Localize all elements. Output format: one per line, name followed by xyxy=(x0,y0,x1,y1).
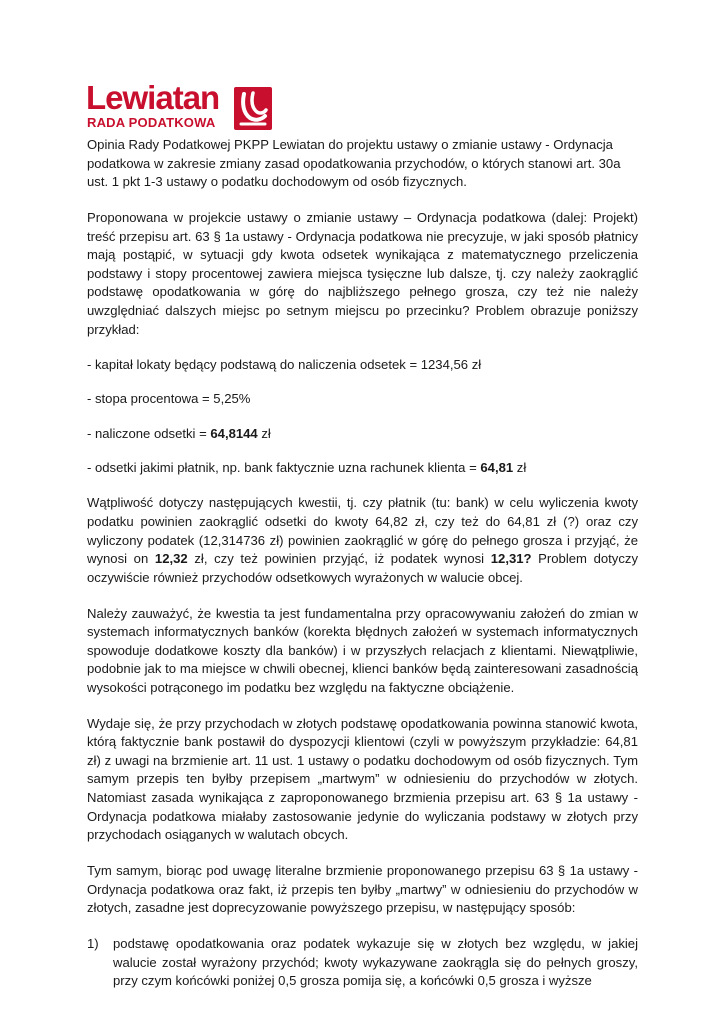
example-interest-label: - naliczone odsetki = xyxy=(87,425,211,441)
doubt-text-2: zł, czy też powinien przyjąć, iż podatek wynosi xyxy=(187,551,491,567)
intro-paragraph: Opinia Rady Podatkowej PKPP Lewiatan do projektu ustawy o zmianie ustawy - Ordynacja podatkowa w zakresie zmiany zasad opodatkowania przychodów, o których stanowi art. 30a ust. 1 pkt 1-3 ustawy o podatku dochodowym od osób fizycznych. xyxy=(87,137,621,190)
doubt-text-3: Problem dotyczy oczywiście również przychodów odsetkowych wyrażonych w walucie obcej. xyxy=(87,551,638,585)
example-interest xyxy=(87,425,638,444)
list-item-number: 1) xyxy=(87,936,99,951)
proposal-list xyxy=(87,935,638,991)
doubt-value-2: 12,31? xyxy=(490,551,532,567)
paragraph-proposal: Tym samym, biorąc pod uwagę literalne brzmienie proponowanego przepisu 63 § 1a ustawy - Ordynacja podatkowa oraz fakt, iż przepis ten byłby „martwy” w odniesieniu do przychodów w złotych, zasadne jest doprecyzowanie powyższego przepisu, w następujący sposób: xyxy=(87,863,638,916)
paragraph-pln-basis: Wydaje się, że przy przychodach w złotych podstawę opodatkowania powinna stanowić kwota, którą faktycznie bank postawił do dyspozycji klientowi (czyli w powyższym przykładzie: 64,81 zł) z uwagi na brzmienie art. 11 ust. 1 ustawy o podatku dochodowym od osób fizycznych. Tym samym przepis ten byłby przepisem „martwym” w odniesieniu do przychodów w złotych. Natomiast zasada wynikająca z zaproponowanego brzmienia przepisu art. 63 § 1a ustawy - Ordynacja podatkowa miałaby zastosowanie jedynie do wyliczania podstawy w złotych przy przychodach osiąganych w walutach obcych. xyxy=(87,715,638,843)
example-credited-label: - odsetki jakimi płatnik, np. bank faktycznie uzna rachunek klienta = xyxy=(87,459,481,475)
example-capital: - kapitał lokaty będący podstawą do naliczenia odsetek = 1234,56 zł xyxy=(87,357,482,373)
example-rate: - stopa procentowa = 5,25% xyxy=(87,391,251,407)
example-credited-unit: zł xyxy=(513,459,527,475)
lewiatan-emblem-icon xyxy=(234,87,272,130)
logo-wordmark: Lewiatan xyxy=(86,79,220,116)
example-credited xyxy=(87,459,638,478)
lewiatan-logo xyxy=(86,79,286,134)
paragraph-doubt xyxy=(87,494,638,587)
example-credited-value: 64,81 xyxy=(480,459,514,475)
doubt-value-1: 12,32 xyxy=(154,551,188,567)
logo-subtitle: RADA PODATKOWA xyxy=(87,115,216,130)
doubt-text-1: Wątpliwość dotyczy następujących kwestii, tj. czy płatnik (tu: bank) w celu wyliczenia kwoty podatku powinien zaokrąglić odsetki do kwoty 64,82 zł, czy też do 64,81 zł (?) oraz czy wyliczony podatek (12,314736 zł) powinien zaokrąglić w górę do pełnego grosza i przyjąć, że wynosi on xyxy=(87,495,638,567)
paragraph-problem: Proponowana w projekcie ustawy o zmianie ustawy – Ordynacja podatkowa (dalej: Projekt) treść przepisu art. 63 § 1a ustawy - Ordynacja podatkowa nie precyzuje, w jaki sposób płatnicy mają postąpić, w sytuacji gdy kwota odsetek wynikająca z matematycznego przeliczenia podstawy i stopy procentowej zawiera miejsca tysięczne lub dalsze, tj. czy należy zaokrąglić podstawę opodatkowania w górę do najbliższego pełnego grosza, czy też nie należy uwzględniać dalszych miejsc po setnym miejscu po przecinku? Problem obrazuje poniższy przykład: xyxy=(87,209,638,337)
document-body xyxy=(87,136,638,991)
list-item-text: podstawę opodatkowania oraz podatek wykazuje się w złotych bez względu, w jakiej walucie został wyrażony przychód; kwoty wykazywane zaokrągla się do pełnych groszy, przy czym końcówki poniżej 0,5 grosza pomija się, a końcówki 0,5 grosza i wyższe xyxy=(113,936,638,989)
example-interest-unit: zł xyxy=(257,425,271,441)
paragraph-systems: Należy zauważyć, że kwestia ta jest fundamentalna przy opracowywaniu założeń do zmian w systemach informatycznych banków (korekta błędnych założeń w systemach informatycznych spowoduje dodatkowe koszty dla banków) i w przyszłych relacjach z klientami. Niewątpliwie, podobnie jak to ma miejsce w chwili obecnej, klienci banków będą zainteresowani zasadnością wysokości potrąconego im podatku bez względu na faktyczne obciążenie. xyxy=(87,605,638,695)
example-interest-value: 64,8144 xyxy=(210,425,258,441)
list-item xyxy=(87,935,638,991)
